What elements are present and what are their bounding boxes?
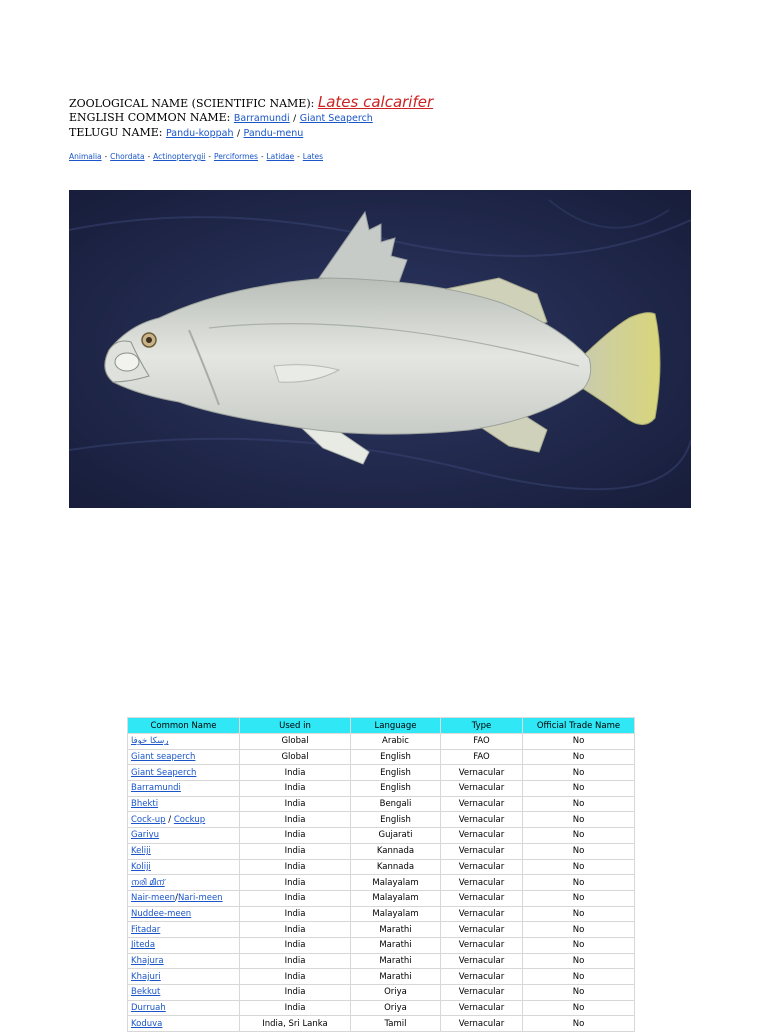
table-row — [128, 828, 635, 844]
official-trade-name-cell: No — [523, 906, 635, 922]
language-cell: Tamil — [351, 1016, 441, 1032]
column-header-common-name: Common Name — [128, 718, 240, 734]
taxonomy-separator: - — [104, 153, 108, 161]
type-cell: Vernacular — [441, 781, 523, 797]
table-row — [128, 765, 635, 781]
used-in-cell: India — [240, 828, 351, 844]
official-trade-name-cell: No — [523, 796, 635, 812]
common-name-cell — [128, 828, 240, 844]
table-row — [128, 859, 635, 875]
english-name-label: ENGLISH COMMON NAME: — [69, 111, 231, 124]
column-header-language: Language — [351, 718, 441, 734]
common-name-link[interactable]: Khajura — [131, 955, 164, 966]
taxonomy-separator: - — [297, 153, 300, 161]
type-cell: Vernacular — [441, 969, 523, 985]
common-name-link[interactable]: Koduva — [131, 1018, 163, 1029]
table-row — [128, 953, 635, 969]
language-cell: Kannada — [351, 843, 441, 859]
common-name-link[interactable]: Jiteda — [131, 940, 156, 951]
used-in-cell: India — [240, 969, 351, 985]
type-cell: Vernacular — [441, 765, 523, 781]
common-name-cell — [128, 812, 240, 828]
official-trade-name-cell: No — [523, 922, 635, 938]
common-name-cell — [128, 969, 240, 985]
table-row — [128, 906, 635, 922]
common-name-link[interactable]: Cockup — [173, 814, 206, 825]
official-trade-name-cell: No — [523, 937, 635, 953]
common-name-link[interactable]: Keliji — [131, 846, 151, 857]
language-cell: Malayalam — [351, 875, 441, 891]
taxonomy-link-actinopterygii[interactable]: Actinopterygii — [153, 152, 206, 161]
official-trade-name-cell: No — [523, 859, 635, 875]
common-name-cell — [128, 749, 240, 765]
type-cell: Vernacular — [441, 985, 523, 1001]
official-trade-name-cell: No — [523, 765, 635, 781]
taxonomy-link-animalia[interactable]: Animalia — [69, 152, 102, 161]
type-cell: FAO — [441, 749, 523, 765]
type-cell: FAO — [441, 734, 523, 750]
official-trade-name-cell: No — [523, 969, 635, 985]
used-in-cell: India — [240, 985, 351, 1001]
used-in-cell: India — [240, 859, 351, 875]
table-row — [128, 875, 635, 891]
common-names-table — [127, 717, 635, 1032]
used-in-cell: India, Sri Lanka — [240, 1016, 351, 1032]
common-name-link[interactable]: Giant Seaperch — [131, 767, 197, 778]
telugu-name-label: TELUGU NAME: — [69, 126, 163, 139]
column-header-used-in: Used in — [240, 718, 351, 734]
common-name-cell — [128, 875, 240, 891]
language-cell: English — [351, 749, 441, 765]
common-name-cell — [128, 906, 240, 922]
common-name-link[interactable]: Fitadar — [131, 924, 161, 935]
language-cell: Arabic — [351, 734, 441, 750]
zoological-name-label: ZOOLOGICAL NAME (SCIENTIFIC NAME): — [69, 97, 315, 110]
table-body — [128, 734, 635, 1032]
telugu-name-link-1[interactable]: Pandu-koppah — [165, 128, 234, 139]
telugu-name-link-2[interactable]: Pandu-menu — [243, 128, 304, 139]
name-separator: / — [175, 893, 178, 904]
type-cell: Vernacular — [441, 922, 523, 938]
fish-photo — [69, 190, 691, 508]
name-separator: / — [236, 129, 241, 139]
type-cell: Vernacular — [441, 906, 523, 922]
english-name-link-2[interactable]: Giant Seaperch — [299, 113, 373, 124]
common-name-cell — [128, 937, 240, 953]
common-name-link[interactable]: Durruah — [131, 1003, 166, 1014]
scientific-name-link[interactable]: Lates calcarifer — [317, 93, 434, 111]
english-name-link-1[interactable]: Barramundi — [233, 113, 290, 124]
column-header-official-trade-name: Official Trade Name — [523, 718, 635, 734]
used-in-cell: India — [240, 765, 351, 781]
type-cell: Vernacular — [441, 812, 523, 828]
column-header-type: Type — [441, 718, 523, 734]
used-in-cell: Global — [240, 749, 351, 765]
taxonomy-separator: - — [208, 153, 211, 161]
official-trade-name-cell: No — [523, 781, 635, 797]
used-in-cell: Global — [240, 734, 351, 750]
language-cell: Marathi — [351, 969, 441, 985]
table-row — [128, 734, 635, 750]
common-name-cell — [128, 781, 240, 797]
table-row — [128, 890, 635, 906]
common-name-cell — [128, 859, 240, 875]
table-row — [128, 812, 635, 828]
taxonomy-separator: - — [260, 153, 264, 161]
table-row — [128, 937, 635, 953]
used-in-cell: India — [240, 953, 351, 969]
language-cell: Bengali — [351, 796, 441, 812]
type-cell: Vernacular — [441, 937, 523, 953]
common-name-cell — [128, 922, 240, 938]
name-separator: / — [165, 814, 174, 825]
barramundi-image — [69, 190, 691, 508]
common-name-cell — [128, 1000, 240, 1016]
english-name-line — [69, 111, 709, 126]
used-in-cell: India — [240, 875, 351, 891]
taxonomy-link-lates[interactable]: Lates — [302, 152, 324, 161]
official-trade-name-cell: No — [523, 734, 635, 750]
language-cell: English — [351, 781, 441, 797]
used-in-cell: India — [240, 843, 351, 859]
common-name-cell — [128, 843, 240, 859]
common-name-link[interactable]: Nari-meen — [177, 893, 223, 904]
common-name-link[interactable]: Bhekti — [131, 799, 159, 810]
used-in-cell: India — [240, 922, 351, 938]
table-row — [128, 922, 635, 938]
type-cell: Vernacular — [441, 875, 523, 891]
official-trade-name-cell: No — [523, 985, 635, 1001]
table-row — [128, 749, 635, 765]
official-trade-name-cell: No — [523, 812, 635, 828]
common-name-cell — [128, 890, 240, 906]
common-name-link[interactable]: Nair-meen — [131, 893, 176, 904]
language-cell: Marathi — [351, 937, 441, 953]
table-row — [128, 1000, 635, 1016]
language-cell: Oriya — [351, 985, 441, 1001]
language-cell: Malayalam — [351, 906, 441, 922]
official-trade-name-cell: No — [523, 875, 635, 891]
common-name-cell — [128, 734, 240, 750]
used-in-cell: India — [240, 796, 351, 812]
common-name-cell — [128, 765, 240, 781]
official-trade-name-cell: No — [523, 890, 635, 906]
common-name-cell — [128, 953, 240, 969]
type-cell: Vernacular — [441, 1000, 523, 1016]
common-name-link[interactable]: Gariyu — [131, 830, 160, 841]
table-row — [128, 781, 635, 797]
type-cell: Vernacular — [441, 890, 523, 906]
taxonomy-link-latidae[interactable]: Latidae — [266, 152, 295, 161]
common-name-cell — [128, 796, 240, 812]
taxonomy-link-chordata[interactable]: Chordata — [110, 152, 145, 161]
species-header — [69, 95, 709, 163]
common-name-link[interactable]: Bekkut — [131, 987, 161, 998]
language-cell: English — [351, 812, 441, 828]
table-row — [128, 843, 635, 859]
language-cell: Gujarati — [351, 828, 441, 844]
official-trade-name-cell: No — [523, 953, 635, 969]
used-in-cell: India — [240, 781, 351, 797]
language-cell: Oriya — [351, 1000, 441, 1016]
common-name-link[interactable]: നരി മീന് — [131, 877, 165, 888]
telugu-name-line — [69, 126, 709, 141]
common-name-link[interactable]: Koliji — [131, 861, 151, 872]
type-cell: Vernacular — [441, 796, 523, 812]
table-header-row — [128, 718, 635, 734]
language-cell: Marathi — [351, 953, 441, 969]
common-name-link[interactable]: Nuddee-meen — [131, 908, 192, 919]
official-trade-name-cell: No — [523, 1016, 635, 1032]
type-cell: Vernacular — [441, 859, 523, 875]
zoological-name-line — [69, 95, 709, 111]
language-cell: English — [351, 765, 441, 781]
type-cell: Vernacular — [441, 1016, 523, 1032]
table-row — [128, 985, 635, 1001]
common-name-link[interactable]: Khajuri — [131, 971, 161, 982]
type-cell: Vernacular — [441, 828, 523, 844]
official-trade-name-cell: No — [523, 1000, 635, 1016]
common-name-link[interactable]: Barramundi — [131, 783, 181, 794]
name-separator: / — [293, 114, 297, 124]
used-in-cell: India — [240, 812, 351, 828]
taxonomy-breadcrumb — [69, 144, 709, 163]
official-trade-name-cell: No — [523, 828, 635, 844]
official-trade-name-cell: No — [523, 843, 635, 859]
used-in-cell: India — [240, 890, 351, 906]
language-cell: Marathi — [351, 922, 441, 938]
table-row — [128, 796, 635, 812]
type-cell: Vernacular — [441, 953, 523, 969]
table-row — [128, 969, 635, 985]
type-cell: Vernacular — [441, 843, 523, 859]
taxonomy-link-perciformes[interactable]: Perciformes — [213, 152, 258, 161]
taxonomy-separator: - — [147, 153, 151, 161]
used-in-cell: India — [240, 937, 351, 953]
common-name-link[interactable]: Giant seaperch — [131, 752, 196, 763]
common-name-link[interactable]: Cock-up — [131, 814, 166, 825]
official-trade-name-cell: No — [523, 749, 635, 765]
common-name-cell — [128, 985, 240, 1001]
language-cell: Kannada — [351, 859, 441, 875]
language-cell: Malayalam — [351, 890, 441, 906]
used-in-cell: India — [240, 906, 351, 922]
common-name-link[interactable]: ﺭﺳﻜﺎ ﺧﻮﻓﺎ — [131, 736, 169, 747]
used-in-cell: India — [240, 1000, 351, 1016]
